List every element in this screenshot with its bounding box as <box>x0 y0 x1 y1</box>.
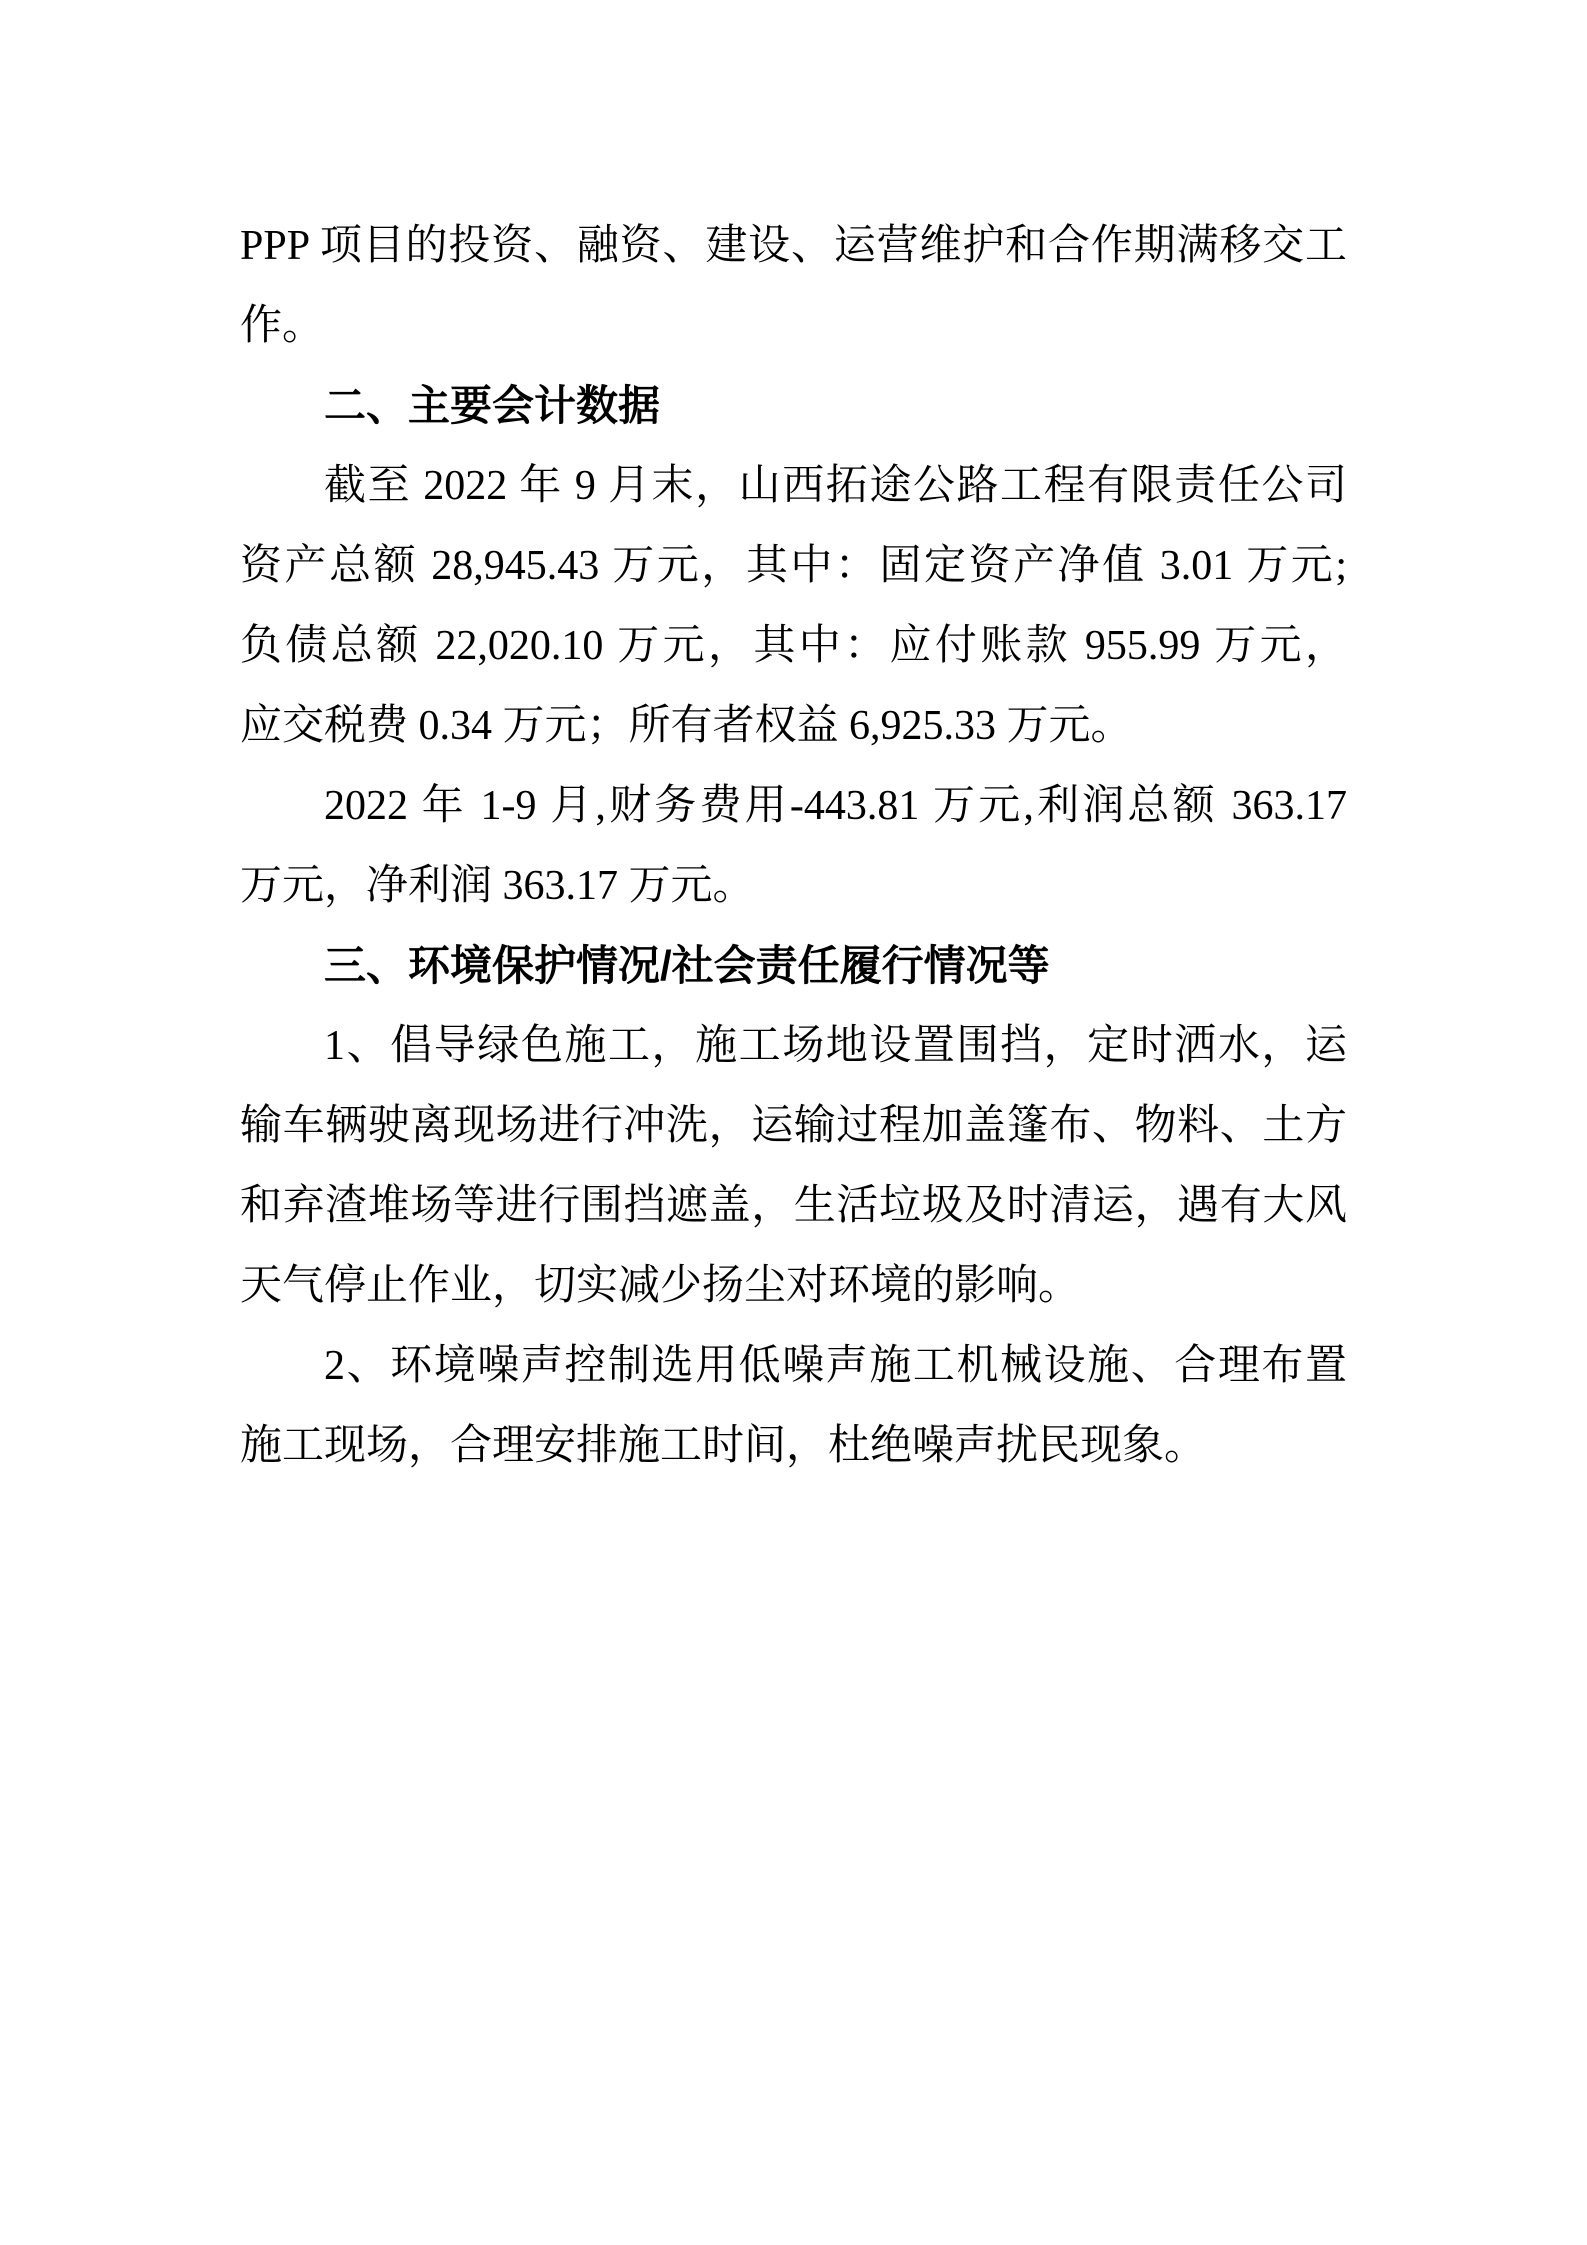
text-line: PPP 项目的投资、融资、建设、运营维护和合作期满移交工 <box>240 223 1347 269</box>
text-line: 2、环境噪声控制选用低噪声施工机械设施、合理布置 <box>324 1343 1347 1389</box>
text-line: 资产总额 28,945.43 万元，其中：固定资产净值 3.01 万元; <box>240 543 1347 589</box>
text-line: 截至 2022 年 9 月末，山西拓途公路工程有限责任公司 <box>324 463 1347 509</box>
text-line: 2022 年 1-9 月,财务费用-443.81 万元,利润总额 363.17 <box>324 783 1347 829</box>
text-line: 应交税费 0.34 万元；所有者权益 6,925.33 万元。 <box>240 703 1133 749</box>
section-heading: 三、环境保护情况/社会责任履行情况等 <box>324 942 1050 989</box>
text-line: 1、倡导绿色施工，施工场地设置围挡，定时洒水，运 <box>324 1023 1347 1069</box>
text-line: 负债总额 22,020.10 万元，其中：应付账款 955.99 万元， <box>240 623 1347 669</box>
text-line: 万元，净利润 363.17 万元。 <box>240 863 755 909</box>
text-line: 输车辆驶离现场进行冲洗，运输过程加盖篷布、物料、土方 <box>240 1103 1347 1149</box>
section-heading: 二、主要会计数据 <box>324 382 661 429</box>
text-line: 施工现场，合理安排施工时间，杜绝噪声扰民现象。 <box>240 1423 1207 1469</box>
text-line: 天气停止作业，切实减少扬尘对环境的影响。 <box>240 1263 1081 1309</box>
text-line: 作。 <box>240 303 325 349</box>
text-line: 和弃渣堆场等进行围挡遮盖，生活垃圾及时清运，遇有大风 <box>240 1183 1347 1229</box>
document-text-block <box>240 206 1347 1486</box>
